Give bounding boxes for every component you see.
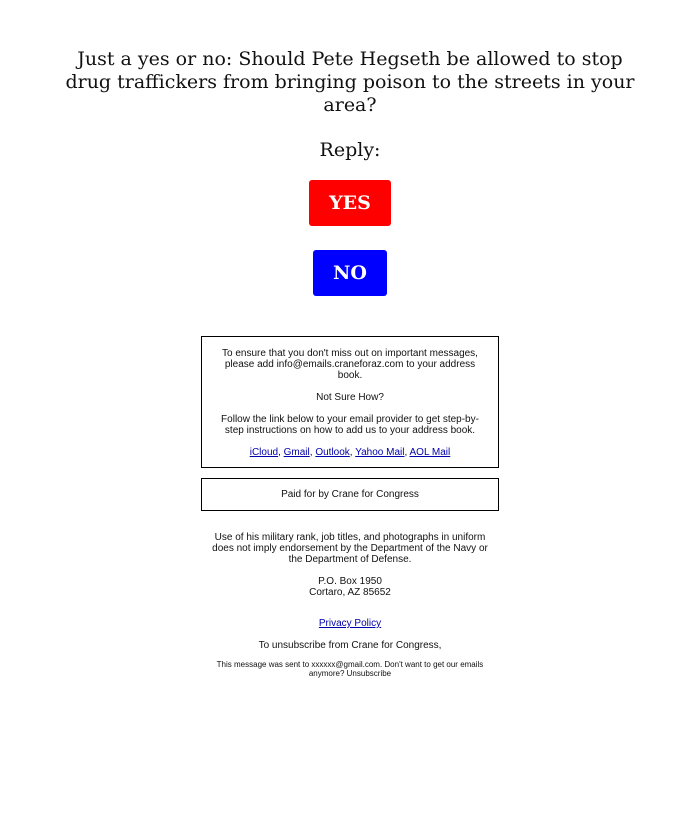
military-disclaimer: Use of his military rank, job titles, and photographs in uniform does not imply endorsement by the Department of the Navy or the Department of Defense. <box>212 532 488 565</box>
sent-notice: This message was sent to xxxxxx@gmail.com. Don't want to get our emails anymore? Unsubscribe <box>216 660 484 678</box>
mailing-address <box>210 576 490 598</box>
aol-mail-link[interactable]: AOL Mail <box>409 447 451 458</box>
poll-question: Just a yes or no: Should Pete Hegseth be allowed to stop drug traffickers from bringing poison to the streets in your area? <box>65 48 635 116</box>
paid-for-box <box>201 478 499 511</box>
yahoo-mail-link[interactable]: Yahoo Mail <box>355 447 405 458</box>
no-button[interactable]: NO <box>313 250 387 296</box>
follow-instructions: Follow the link below to your email provider to get step-by-step instructions on how to add us to your address book. <box>221 414 479 436</box>
address-book-box <box>201 336 499 468</box>
privacy-policy-row <box>210 618 490 629</box>
address-line-1: P.O. Box 1950 <box>318 576 382 587</box>
not-sure-how: Not Sure How? <box>316 392 384 403</box>
privacy-policy-link[interactable]: Privacy Policy <box>318 618 382 629</box>
reply-label: Reply: <box>319 139 381 161</box>
unsubscribe-text: To unsubscribe from Crane for Congress, <box>258 640 442 651</box>
provider-links: iCloud, Gmail, Outlook, Yahoo Mail, AOL Mail <box>249 447 451 458</box>
icloud-link[interactable]: iCloud <box>249 447 279 458</box>
address-line-2: Cortaro, AZ 85652 <box>309 587 391 598</box>
gmail-link[interactable]: Gmail <box>283 447 310 458</box>
outlook-link[interactable]: Outlook <box>315 447 350 458</box>
paid-for-text: Paid for by Crane for Congress <box>281 489 419 500</box>
address-book-intro: To ensure that you don't miss out on important messages, please add info@emails.craneforaz.com to your address book. <box>222 348 478 381</box>
yes-button[interactable]: YES <box>309 180 391 226</box>
